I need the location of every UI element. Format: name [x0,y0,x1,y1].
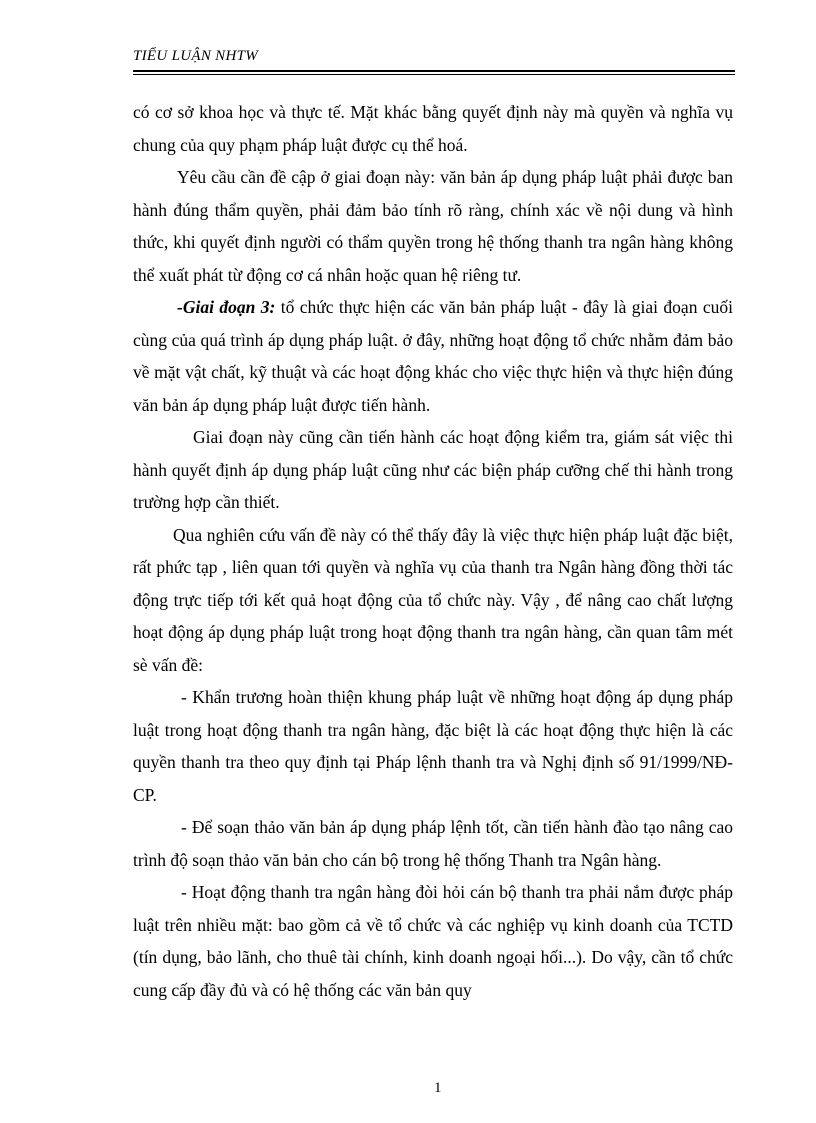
paragraph-7: - Để soạn thảo văn bản áp dụng pháp lệnh tốt, cần tiến hành đào tạo nâng cao trình độ soạn thảo văn bản cho cán bộ trong hệ thống Thanh tra Ngân hàng. [133,817,733,870]
running-header: TIỂU LUẬN NHTW [133,48,259,64]
paragraph-8: - Hoạt động thanh tra ngân hàng đòi hỏi cán bộ thanh tra phải nắm được pháp luật trên nhiều mặt: bao gồm cả về tổ chức và các nghiệp vụ kinh doanh của TCTD (tín dụng, bảo lãnh, cho thuê tài chính, kinh doanh ngoại hối...). Do vậy, cần tổ chức cung cấp đầy đủ và có hệ thống các văn bản quy [133,882,733,1000]
paragraph-3 [133,291,733,421]
paragraph-3-text: tổ chức thực hiện các văn bản pháp luật - đây là giai đoạn cuối cùng của quá trình áp dụng pháp luật. ở đây, những hoạt động tổ chức nhằm đảm bảo về mặt vật chất, kỹ thuật và các hoạt động khác cho việc thực hiện và thực hiện đúng văn bản áp dụng pháp luật được tiến hành. [133,297,733,415]
paragraph-6: - Khẩn trương hoàn thiện khung pháp luật về những hoạt động áp dụng pháp luật trong hoạt động thanh tra ngân hàng, đặc biệt là các hoạt động thực hiện là các quyền thanh tra theo quy định tại Pháp lệnh thanh tra và Nghị định số 91/1999/NĐ-CP. [133,687,733,805]
page-number: 1 [434,1080,442,1096]
stage-heading: -Giai đoạn 3: [177,297,276,317]
header-rule-thin [133,74,735,75]
header-rule-thick [133,70,735,72]
paragraph-2: Yêu cầu cần đề cập ở giai đoạn này: văn bản áp dụng pháp luật phải được ban hành đúng thẩm quyền, phải đảm bảo tính rõ ràng, chính xác về nội dung và hình thức, khi quyết định người có thẩm quyền trong hệ thống thanh tra ngân hàng không thể xuất phát từ động cơ cá nhân hoặc quan hệ riêng tư. [133,167,733,285]
body-text [133,96,733,1006]
paragraph-4: Giai đoạn này cũng cần tiến hành các hoạt động kiểm tra, giám sát việc thi hành quyết định áp dụng pháp luật cũng như các biện pháp cưỡng chế thi hành trong trường hợp cần thiết. [133,427,733,512]
paragraph-1: có cơ sở khoa học và thực tế. Mặt khác bằng quyết định này mà quyền và nghĩa vụ chung của quy phạm pháp luật được cụ thể hoá. [133,102,733,155]
paragraph-5: Qua nghiên cứu vấn đề này có thể thấy đây là việc thực hiện pháp luật đặc biệt, rất phức tạp , liên quan tới quyền và nghĩa vụ của thanh tra Ngân hàng đồng thời tác động trực tiếp tới kết quả hoạt động của tổ chức này. Vậy , để nâng cao chất lượng hoạt động áp dụng pháp luật trong hoạt động thanh tra ngân hàng, cần quan tâm mét sè vấn đề: [133,524,733,675]
